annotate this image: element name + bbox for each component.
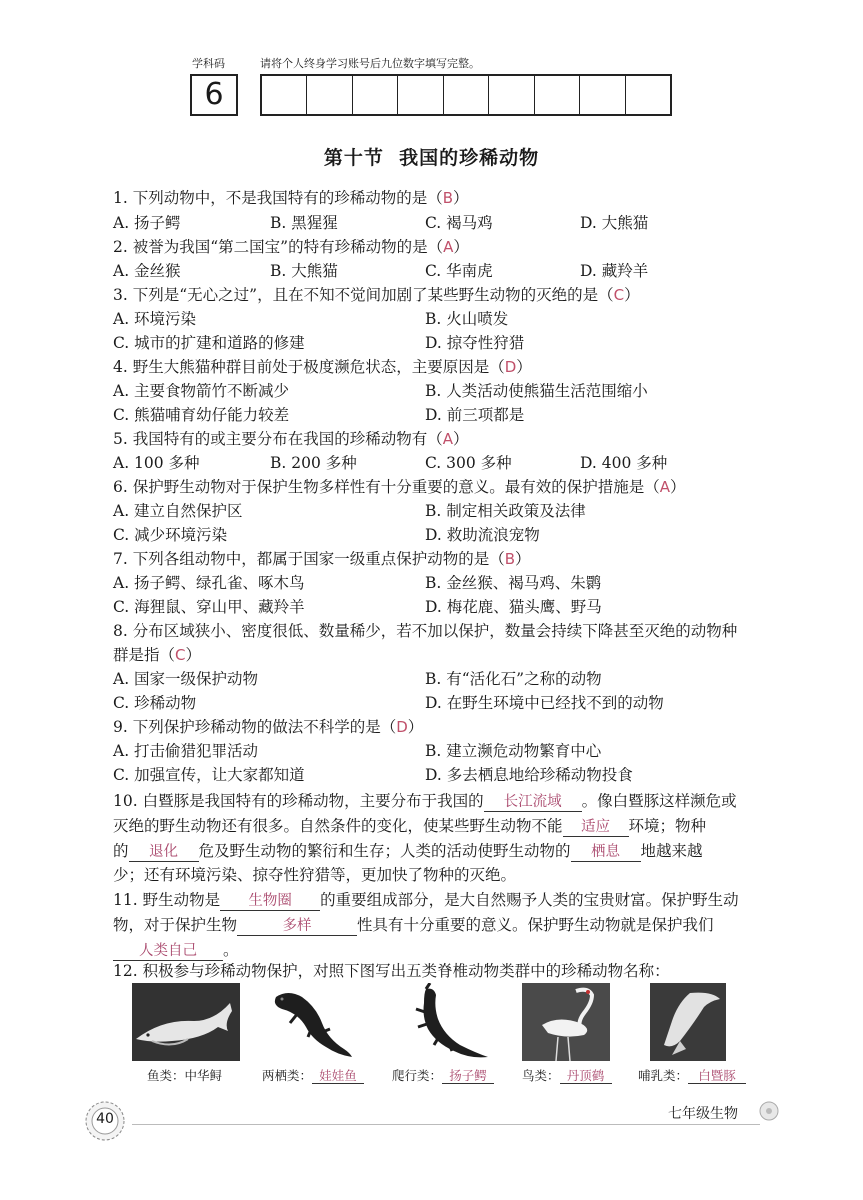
- digit-cell[interactable]: [535, 76, 580, 114]
- q1-option-c: C. 褐马鸡: [425, 214, 493, 232]
- q7-option-d: D. 梅花鹿、猫头鹰、野马: [425, 598, 602, 616]
- q10-blank-2[interactable]: 适应: [563, 818, 629, 837]
- giant-salamander-image: [268, 983, 358, 1061]
- q2-option-d: D. 藏羚羊: [580, 262, 649, 280]
- subject-code-label: 学科码: [192, 57, 225, 70]
- digit-cell[interactable]: [489, 76, 534, 114]
- q5-option-c: C. 300 多种: [425, 454, 512, 472]
- q11-line-2: 物，对于保护生物 多样 性具有十分重要的意义。保护野生动物就是保护我们: [113, 916, 714, 934]
- q11-line-3: 人类自己 。: [113, 939, 239, 961]
- q4-stem: 4. 野生大熊猫种群目前处于极度濒危状态，主要原因是（D）: [113, 358, 532, 376]
- q10-blank-4[interactable]: 栖息: [571, 843, 641, 862]
- amphibian-blank[interactable]: 娃娃鱼: [312, 1068, 364, 1084]
- fish-name: 中华鲟: [184, 1068, 223, 1083]
- q7-option-c: C. 海狸鼠、穿山甲、藏羚羊: [113, 598, 305, 616]
- digit-cell[interactable]: [353, 76, 398, 114]
- sturgeon-photo: [132, 983, 240, 1061]
- q9-option-d: D. 多去栖息地给珍稀动物投食: [425, 766, 633, 784]
- q1-answer: B: [442, 189, 454, 207]
- q7-answer: B: [504, 550, 516, 568]
- q9-option-b: B. 建立濒危动物繁育中心: [425, 742, 602, 760]
- q2-option-b: B. 大熊猫: [270, 262, 338, 280]
- q11-blank-2[interactable]: 多样: [237, 917, 357, 936]
- q8-option-a: A. 国家一级保护动物: [113, 670, 259, 688]
- q2-stem: 2. 被誉为我国“第二国宝”的特有珍稀动物的是（A）: [113, 238, 469, 256]
- mammal-blank[interactable]: 白暨豚: [688, 1068, 746, 1084]
- q8-option-b: B. 有“活化石”之称的动物: [425, 670, 602, 688]
- bird-blank[interactable]: 丹顶鹤: [560, 1068, 612, 1084]
- q6-option-b: B. 制定相关政策及法律: [425, 502, 586, 520]
- crane-photo: [522, 983, 610, 1061]
- q3-option-b: B. 火山喷发: [425, 310, 509, 328]
- instruction-text: 请将个人终身学习账号后九位数字填写完整。: [260, 57, 480, 70]
- q9-option-a: A. 打击偷猎犯罪活动: [113, 742, 259, 760]
- q7-stem: 7. 下列各组动物中，都属于国家一级重点保护动物的是（B）: [113, 550, 531, 568]
- q1-stem: 1. 下列动物中，不是我国特有的珍稀动物的是（B）: [113, 189, 469, 207]
- q4-option-c: C. 熊猫哺育幼仔能力较差: [113, 406, 290, 424]
- page-number-badge: [84, 1100, 126, 1142]
- caption-bird: 鸟类： 丹顶鹤: [522, 1066, 612, 1084]
- q11-line-1: 11. 野生动物是 生物圈 的重要组成部分，是大自然赐予人类的宝贵财富。保护野生动: [113, 891, 739, 909]
- account-number-grid[interactable]: [260, 74, 672, 116]
- q5-answer: A: [442, 430, 453, 448]
- q10-line-3: 的 退化 危及野生动物的繁衍和生存；人类的活动使野生动物的 栖息 地越来越: [113, 842, 703, 860]
- caption-reptile: 爬行类： 扬子鳄: [392, 1066, 494, 1084]
- dolphin-photo: [650, 983, 726, 1061]
- q10-line-4: 少；还有环境污染、掠夺性狩猎等，更加快了物种的灭绝。: [113, 866, 517, 884]
- reptile-blank[interactable]: 扬子鳄: [442, 1068, 494, 1084]
- q5-option-b: B. 200 多种: [270, 454, 357, 472]
- q12-stem: 12. 积极参与珍稀动物保护，对照下图写出五类脊椎动物类群中的珍稀动物名称：: [113, 962, 670, 980]
- q6-answer: A: [659, 478, 670, 496]
- digit-cell[interactable]: [580, 76, 625, 114]
- q6-option-c: C. 减少环境污染: [113, 526, 228, 544]
- q2-answer: A: [443, 238, 454, 256]
- q8-answer: C: [175, 646, 186, 664]
- digit-cell[interactable]: [262, 76, 307, 114]
- q1-option-d: D. 大熊猫: [580, 214, 649, 232]
- caption-mammal: 哺乳类： 白暨豚: [638, 1066, 746, 1084]
- q2-option-c: C. 华南虎: [425, 262, 493, 280]
- q7-option-a: A. 扬子鳄、绿孔雀、啄木鸟: [113, 574, 305, 592]
- q6-option-a: A. 建立自然保护区: [113, 502, 243, 520]
- subject-code-digit: 6: [204, 77, 224, 112]
- q9-option-c: C. 加强宣传，让大家都知道: [113, 766, 305, 784]
- subject-code-box: [190, 74, 238, 116]
- digit-cell[interactable]: [398, 76, 443, 114]
- q3-answer: C: [613, 286, 625, 304]
- alligator-image: [390, 983, 490, 1061]
- q3-option-c: C. 城市的扩建和道路的修建: [113, 334, 305, 352]
- q10-line-1: 10. 白暨豚是我国特有的珍稀动物，主要分布于我国的 长江流域 。像白暨豚这样濒危或: [113, 792, 737, 810]
- q6-stem: 6. 保护野生动物对于保护生物多样性有十分重要的意义。最有效的保护措施是（A）: [113, 478, 686, 496]
- q5-option-d: D. 400 多种: [580, 454, 668, 472]
- q10-blank-1[interactable]: 长江流域: [484, 793, 582, 812]
- flower-icon: [758, 1100, 780, 1122]
- digit-cell[interactable]: [444, 76, 489, 114]
- q3-option-d: D. 掠夺性狩猎: [425, 334, 525, 352]
- q8-stem: 8. 分布区域狭小、密度很低、数量稀少，若不加以保护，数量会持续下降甚至灭绝的动物种: [113, 622, 738, 640]
- q11-blank-3[interactable]: 人类自己: [113, 942, 223, 961]
- q8-option-d: D. 在野生环境中已经找不到的动物: [425, 694, 664, 712]
- q4-option-b: B. 人类活动使熊猫生活范围缩小: [425, 382, 648, 400]
- q9-answer: D: [396, 718, 408, 736]
- caption-fish: 鱼类：中华鲟: [147, 1068, 223, 1083]
- q1-option-b: B. 黑猩猩: [270, 214, 338, 232]
- q6-option-d: D. 救助流浪宠物: [425, 526, 540, 544]
- q5-option-a: A. 100 多种: [113, 454, 200, 472]
- caption-amphibian: 两栖类： 娃娃鱼: [262, 1066, 364, 1084]
- q7-option-b: B. 金丝猴、褐马鸡、朱鹮: [425, 574, 602, 592]
- q8-option-c: C. 珍稀动物: [113, 694, 197, 712]
- q4-answer: D: [504, 358, 517, 376]
- q8-stem-continued: 群是指（C）: [113, 646, 202, 664]
- page-number: 40: [96, 1111, 114, 1127]
- q4-option-a: A. 主要食物箭竹不断减少: [113, 382, 290, 400]
- q10-line-2: 灭绝的野生动物还有很多。自然条件的变化，使某些野生动物不能 适应 环境；物种: [113, 817, 707, 835]
- q1-option-a: A. 扬子鳄: [113, 214, 181, 232]
- digit-cell[interactable]: [307, 76, 352, 114]
- q2-option-a: A. 金丝猴: [113, 262, 181, 280]
- q11-blank-1[interactable]: 生物圈: [220, 892, 320, 911]
- digit-cell[interactable]: [626, 76, 670, 114]
- section-title: 第十节 我国的珍稀动物: [323, 147, 540, 169]
- q3-stem: 3. 下列是“无心之过”，且在不知不觉间加剧了某些野生动物的灭绝的是（C）: [113, 286, 640, 304]
- q3-option-a: A. 环境污染: [113, 310, 197, 328]
- q10-blank-3[interactable]: 退化: [129, 843, 199, 862]
- q5-stem: 5. 我国特有的或主要分布在我国的珍稀动物有（A）: [113, 430, 469, 448]
- q4-option-d: D. 前三项都是: [425, 406, 525, 424]
- footer-rule: [132, 1124, 760, 1125]
- q9-stem: 9. 下列保护珍稀动物的做法不科学的是（D）: [113, 718, 424, 736]
- book-label: 七年级生物: [668, 1106, 738, 1122]
